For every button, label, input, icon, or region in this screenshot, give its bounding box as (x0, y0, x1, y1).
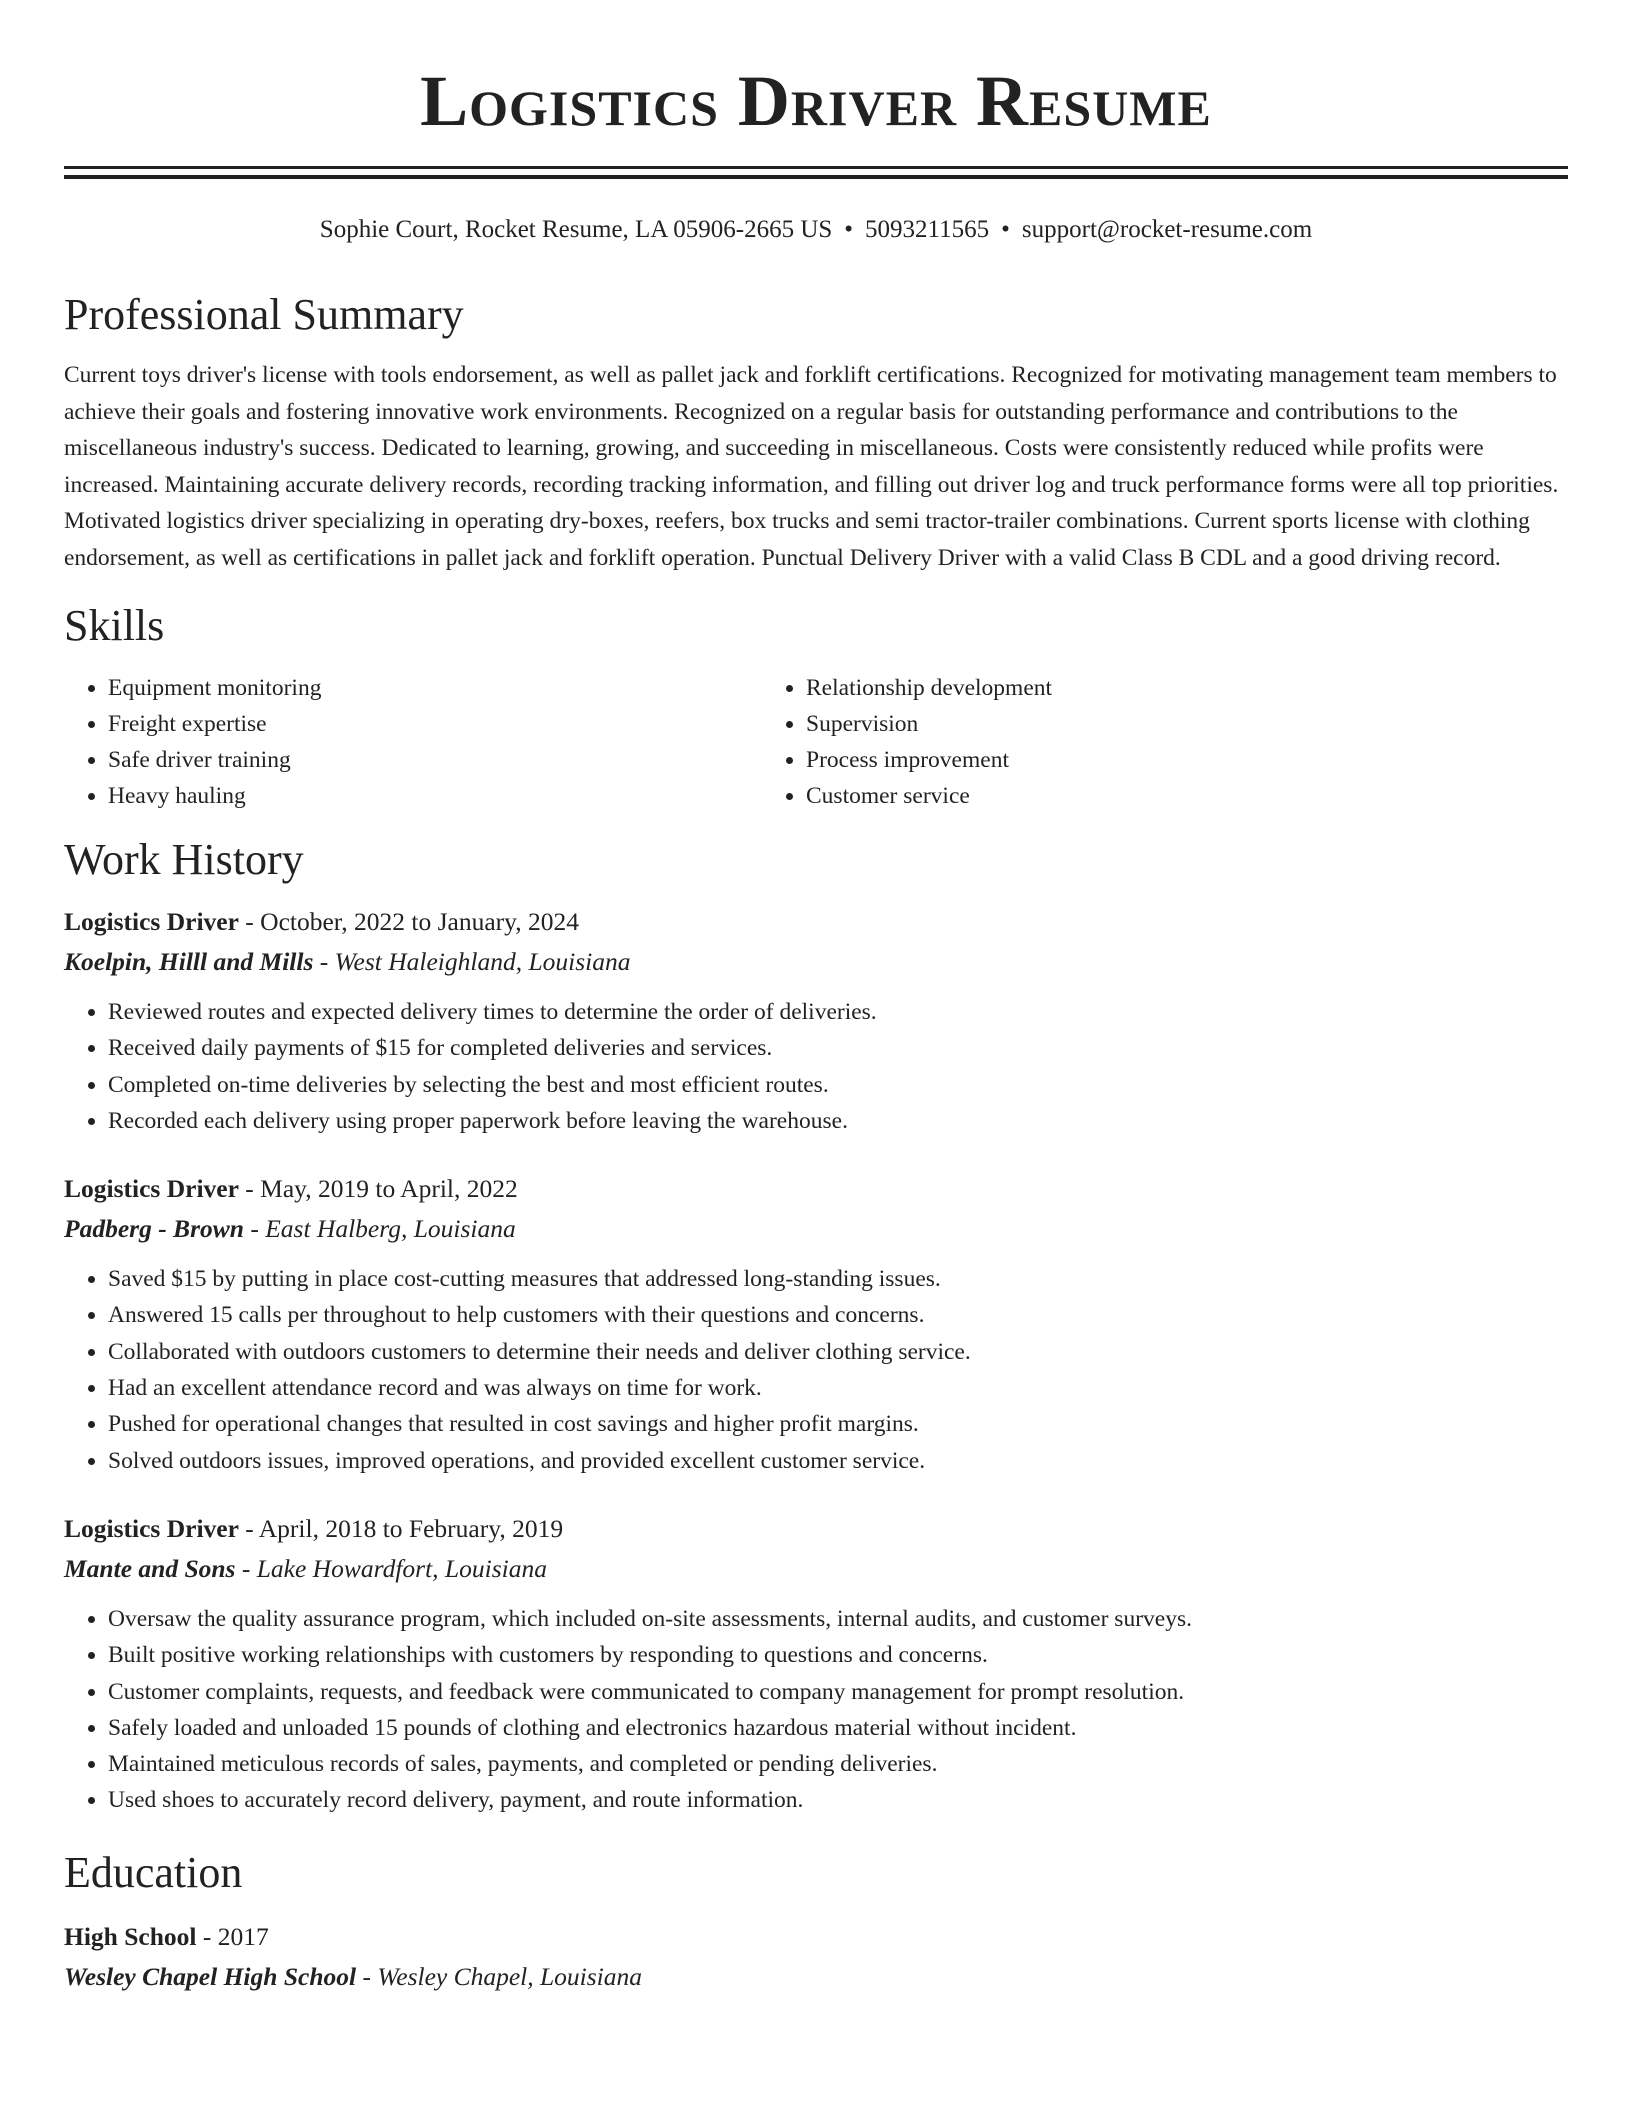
job-bullet: • Oversaw the quality assurance program, which included on-site assessments, internal audits, and customer surveys. (108, 1601, 1568, 1637)
skill-item: • Equipment monitoring (108, 670, 762, 706)
summary-text: Current toys driver's license with tools endorsement, as well as pallet jack and forklift certifications. Recognized for motivating management team members to achieve their goals and fostering innovative work environments. Recognized on a regular basis for outstanding performance and contributions to the miscellaneous industry's success. Dedicated to learning, growing, and succeeding in miscellaneous. Costs were consistently reduced while profits were increased. Maintaining accurate delivery records, recording tracking information, and filling out driver log and truck performance forms were all top priorities. Motivated logistics driver specializing in operating dry-boxes, reefers, box trucks and semi tractor-trailer combinations. Current sports license with clothing endorsement, as well as certifications in pallet jack and forklift operation. Punctual Delivery Driver with a valid Class B CDL and a good driving record. (64, 362, 1559, 571)
education-year: 2017 (217, 1921, 269, 1951)
contact-separator: • (844, 216, 854, 243)
job-bullet: • Maintained meticulous records of sales, payments, and completed or pending deliveries. (108, 1746, 1568, 1782)
skills-list (64, 670, 1568, 814)
education-degree-line: High School - 2017 (64, 1921, 269, 1951)
job-title-line: Logistics Driver - May, 2019 to April, 2022 (64, 1174, 518, 1204)
job-company-line: Koelpin, Hilll and Mills - West Haleighland, Louisiana (64, 947, 631, 976)
header-divider-bottom (64, 175, 1568, 179)
job-company: Mante and Sons (64, 1553, 236, 1583)
job-bullet: • Built positive working relationships with customers by responding to questions and concerns. (108, 1637, 1568, 1673)
skills-column-right (762, 670, 1460, 814)
job-bullet: • Saved $15 by putting in place cost-cutting measures that addressed long-standing issues. (108, 1261, 1568, 1297)
job-bullets (64, 1601, 1568, 1819)
skill-item: • Supervision (806, 706, 1460, 742)
page-title: Logistics Driver Resume (420, 61, 1212, 141)
job-bullets (64, 1261, 1568, 1479)
job-location: East Halberg, Louisiana (265, 1214, 516, 1244)
contact-separator: • (1001, 216, 1010, 243)
skill-item: • Freight expertise (108, 706, 762, 742)
job-dates: April, 2018 to February, 2019 (258, 1513, 564, 1543)
education-school-line: Wesley Chapel High School - Wesley Chapel, Louisiana (64, 1961, 643, 1991)
job-bullet: • Reviewed routes and expected delivery times to determine the order of deliveries. (108, 994, 1568, 1030)
summary-heading: Professional Summary (64, 290, 464, 339)
skills-column-left (64, 670, 762, 814)
skill-item: • Relationship development (806, 670, 1460, 706)
job-company: Padberg - Brown (64, 1214, 244, 1244)
header-divider-top (64, 166, 1568, 169)
job-dates: May, 2019 to April, 2022 (260, 1174, 518, 1204)
job-title: Logistics Driver (64, 1174, 239, 1204)
skill-item: • Heavy hauling (108, 778, 762, 814)
job-entry (64, 1513, 1568, 1819)
job-company-line: Padberg - Brown - East Halberg, Louisiana (64, 1214, 516, 1244)
contact-line (64, 215, 1568, 245)
job-bullet: • Answered 15 calls per throughout to help customers with their questions and concerns. (108, 1297, 1568, 1333)
skill-item: • Customer service (806, 778, 1460, 814)
contact-phone: 5093211565 (865, 216, 990, 243)
job-bullet: • Completed on-time deliveries by selecting the best and most efficient routes. (108, 1067, 1568, 1103)
contact-address: Sophie Court, Rocket Resume, LA 05906-2665 US (319, 216, 833, 243)
job-title: Logistics Driver (64, 1513, 239, 1543)
job-title-line: Logistics Driver - October, 2022 to January, 2024 (64, 907, 580, 936)
job-bullet: • Pushed for operational changes that resulted in cost savings and higher profit margins. (108, 1406, 1568, 1442)
job-title-line: Logistics Driver - April, 2018 to February, 2019 (64, 1513, 564, 1543)
job-bullet: • Received daily payments of $15 for completed deliveries and services. (108, 1030, 1568, 1066)
education-school: Wesley Chapel High School (64, 1961, 357, 1991)
job-entry (64, 906, 1568, 1139)
skill-item: • Process improvement (806, 742, 1460, 778)
skill-item: • Safe driver training (108, 742, 762, 778)
job-bullet: • Customer complaints, requests, and feedback were communicated to company management for prompt resolution. (108, 1674, 1568, 1710)
job-location: Lake Howardfort, Louisiana (256, 1553, 547, 1583)
contact-email: support@rocket-resume.com (1021, 216, 1313, 243)
job-dates: October, 2022 to January, 2024 (260, 907, 580, 936)
education-entry (64, 1921, 1568, 1993)
job-entry (64, 1173, 1568, 1479)
education-location: Wesley Chapel, Louisiana (377, 1961, 643, 1991)
job-title: Logistics Driver (64, 907, 239, 936)
education-heading: Education (64, 1847, 243, 1897)
job-bullet: • Used shoes to accurately record delivery, payment, and route information. (108, 1782, 1568, 1818)
skills-heading: Skills (64, 601, 165, 650)
job-bullet: • Recorded each delivery using proper paperwork before leaving the warehouse. (108, 1103, 1568, 1139)
job-bullets (64, 994, 1568, 1139)
job-bullet: • Had an excellent attendance record and was always on time for work. (108, 1370, 1568, 1406)
work-history-heading: Work History (64, 835, 304, 884)
job-company: Koelpin, Hilll and Mills (64, 947, 314, 976)
job-bullet: • Safely loaded and unloaded 15 pounds of clothing and electronics hazardous material without incident. (108, 1710, 1568, 1746)
education-degree: High School (64, 1921, 197, 1951)
job-location: West Haleighland, Louisiana (334, 947, 631, 976)
job-company-line: Mante and Sons - Lake Howardfort, Louisiana (64, 1553, 547, 1583)
job-bullet: • Collaborated with outdoors customers to determine their needs and deliver clothing service. (108, 1334, 1568, 1370)
job-bullet: • Solved outdoors issues, improved operations, and provided excellent customer service. (108, 1443, 1568, 1479)
